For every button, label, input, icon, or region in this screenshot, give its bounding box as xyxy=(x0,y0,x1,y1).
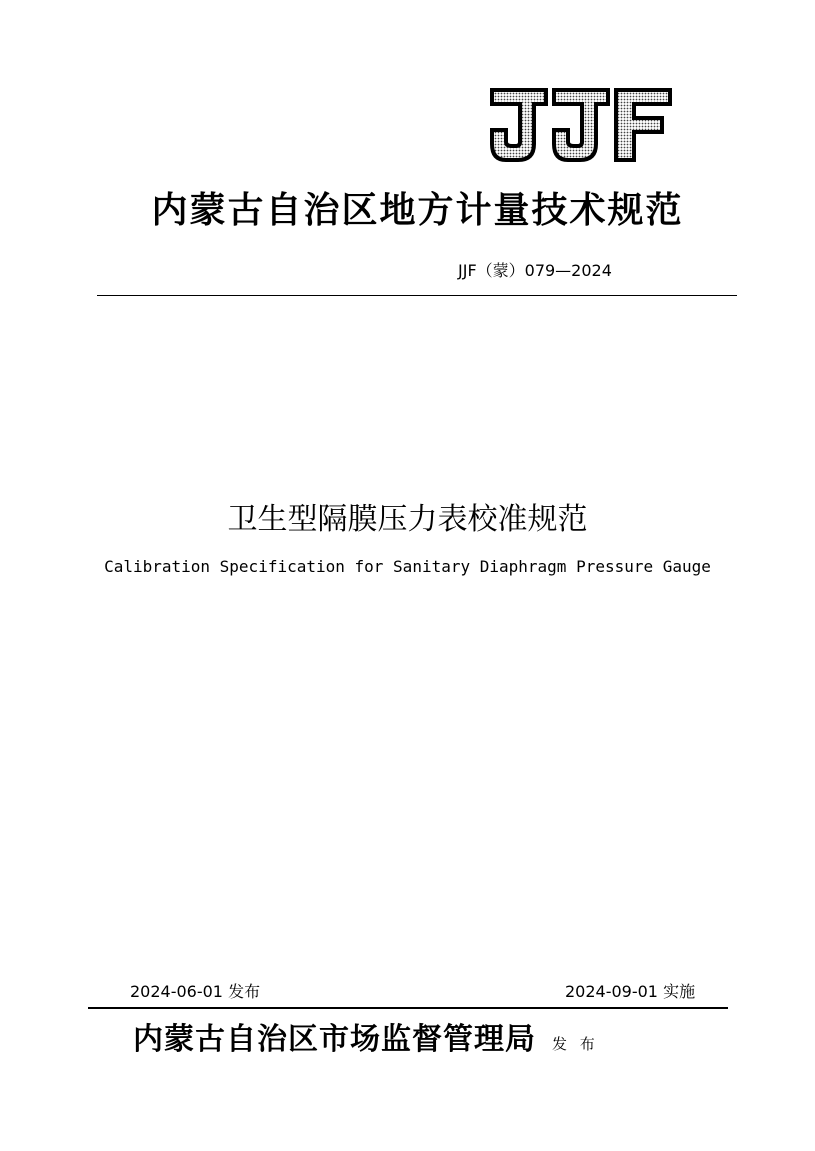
authority-title: 内蒙古自治区地方计量技术规范 xyxy=(151,189,684,231)
publisher-name: 内蒙古自治区市场监督管理局 xyxy=(133,1022,536,1057)
publish-suffix: 发 布 xyxy=(552,1035,599,1053)
publisher-line xyxy=(133,1014,599,1058)
issue-date: 2024-06-01 发布 xyxy=(130,982,261,1001)
document-title-cn: 卫生型隔膜压力表校准规范 xyxy=(227,502,588,537)
implementation-date: 2024-09-01 实施 xyxy=(565,982,696,1001)
top-divider xyxy=(97,295,737,296)
standard-code: JJF（蒙）079—2024 xyxy=(458,261,612,280)
jjf-logo xyxy=(488,86,674,164)
bottom-divider xyxy=(88,1007,728,1009)
document-title-en: Calibration Specification for Sanitary Diaphragm Pressure Gauge xyxy=(104,557,711,576)
